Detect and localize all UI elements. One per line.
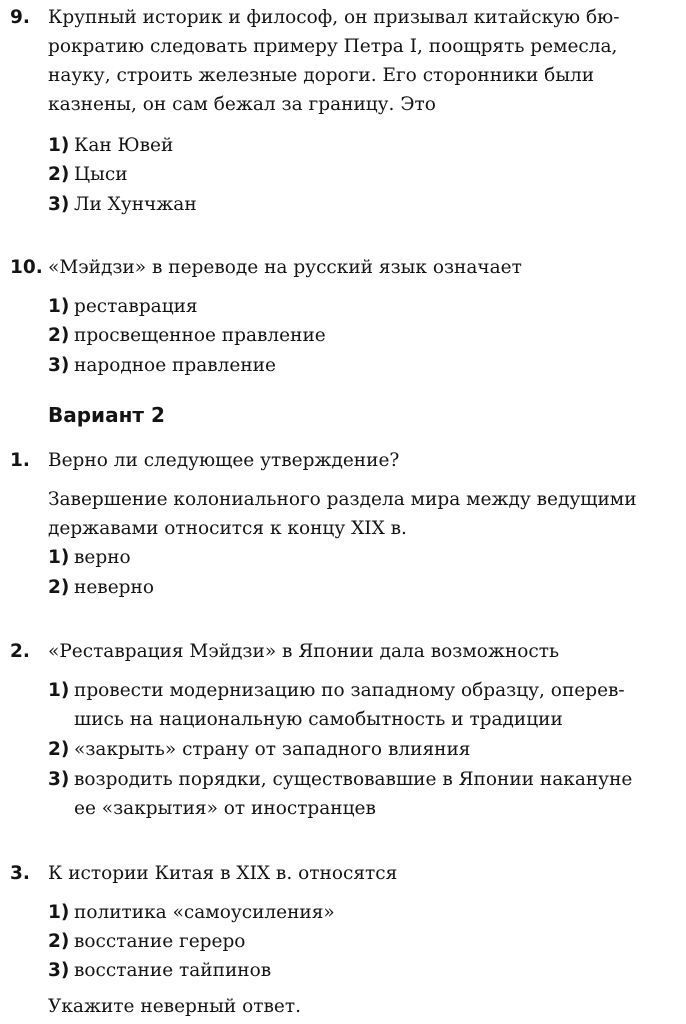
option-text: Цыси [74,164,128,185]
question-number: 2. [10,641,30,662]
answer-option-3 [48,190,684,219]
question-text [48,446,684,475]
question-text [48,3,684,119]
question-text-line: Верно ли следующее утверждение? [48,450,400,471]
question-text-line: рократию следовать примеру Петра I, поощрять ремесла, [48,36,618,57]
option-number: 1) [48,135,70,156]
option-text: возродить порядки, существовавшие в Японии накануне [74,769,633,790]
answer-option-2 [48,573,684,602]
option-number: 1) [48,680,70,701]
answer-option-1 [48,131,684,160]
option-text-continuation: ее «закрытия» от иностранцев [74,798,376,819]
question-text-line: К истории Китая в XIX в. относятся [48,863,398,884]
option-number: 2) [48,325,70,346]
option-number: 3) [48,194,70,215]
question-text-line: «Мэйдзи» в переводе на русский язык означает [48,257,522,278]
question-text-line: «Реставрация Мэйдзи» в Японии дала возможность [48,641,560,662]
option-number: 1) [48,902,70,923]
option-text: провести модернизацию по западному образцу, оперев- [74,680,625,701]
option-text: народное правление [74,355,276,376]
option-text: политика «самоусиления» [74,902,335,923]
option-text: восстание гереро [74,931,246,952]
statement-line: державами относится к концу XIX в. [48,518,407,539]
question-number: 10. [10,257,43,278]
question-number: 9. [10,7,30,28]
option-text: неверно [74,577,154,598]
answer-option-2 [48,927,684,956]
answer-option-1 [48,676,684,705]
answer-option-2 [48,735,684,764]
option-number: 1) [48,547,70,568]
option-number: 1) [48,296,70,317]
question-text [48,637,684,666]
option-text: верно [74,547,131,568]
option-text: Кан Ювей [74,135,174,156]
answer-option-2 [48,160,684,189]
statement-text [48,485,684,543]
answer-option-1 [48,898,684,927]
option-number: 3) [48,769,70,790]
option-number: 2) [48,577,70,598]
question-number: 3. [10,863,30,884]
answer-option-1 [48,292,684,321]
answer-option-3 [48,956,684,985]
option-number: 2) [48,739,70,760]
question-text-line: науку, строить железные дороги. Его сторонники были [48,65,595,86]
option-number: 3) [48,960,70,981]
question-number: 1. [10,450,30,471]
option-text: «закрыть» страну от западного влияния [74,739,471,760]
question-text [48,859,684,888]
option-number: 2) [48,931,70,952]
question-text [48,253,684,282]
question-text-line: казнены, он сам бежал за границу. Это [48,94,436,115]
answer-option-2 [48,321,684,350]
instruction-text: Укажите неверный ответ. [48,996,301,1017]
statement-line: Завершение колониального раздела мира между ведущими [48,489,637,510]
option-text: просвещенное правление [74,325,326,346]
option-text-continuation: шись на национальную самобытность и традиции [74,709,563,730]
answer-option-1 [48,543,684,572]
answer-option-3 [48,351,684,380]
option-text: Ли Хунчжан [74,194,197,215]
option-text: восстание тайпинов [74,960,272,981]
option-text: реставрация [74,296,198,317]
option-number: 3) [48,355,70,376]
answer-option-3 [48,765,684,794]
option-number: 2) [48,164,70,185]
question-text-line: Крупный историк и философ, он призывал китайскую бю- [48,7,620,28]
variant-heading: Вариант 2 [48,403,165,427]
